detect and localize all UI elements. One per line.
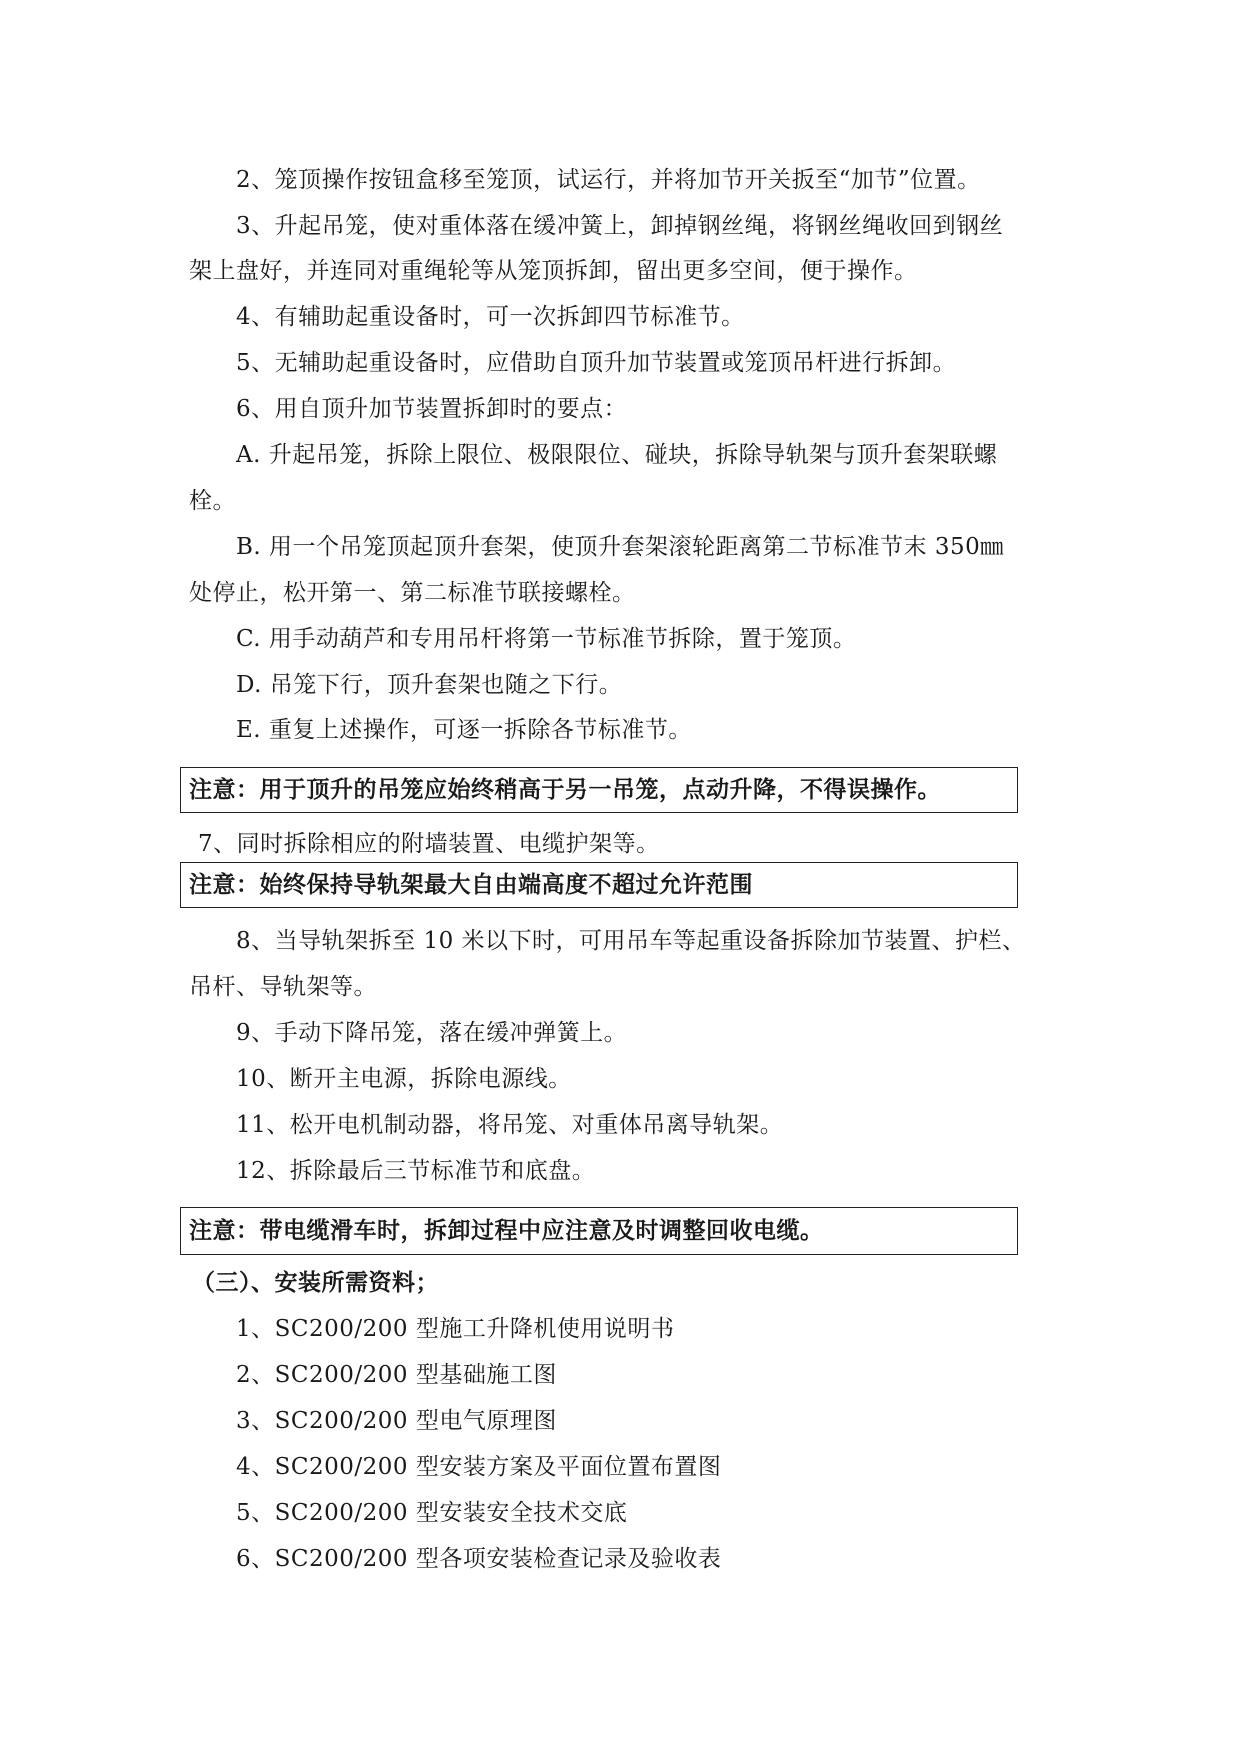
note-text-1: 注意：用于顶升的吊笼应始终稍高于另一吊笼，点动升降，不得误操作。 xyxy=(189,777,941,803)
doc-list-item-4: 4、SC200/200 型安装方案及平面位置布置图 xyxy=(236,1454,722,1480)
note-text-3: 注意：带电缆滑车时，拆卸过程中应注意及时调整回收电缆。 xyxy=(189,1218,824,1244)
paragraph-step-6: 6、用自顶升加节装置拆卸时的要点： xyxy=(236,396,628,422)
paragraph-step-4: 4、有辅助起重设备时，可一次拆卸四节标准节。 xyxy=(236,304,745,330)
note-box-2 xyxy=(180,862,1018,908)
paragraph-step-12: 12、拆除最后三节标准节和底盘。 xyxy=(236,1158,596,1184)
doc-list-item-3: 3、SC200/200 型电气原理图 xyxy=(236,1408,557,1434)
paragraph-step-3: 3、升起吊笼，使对重体落在缓冲簧上，卸掉钢丝绳，将钢丝绳收回到钢丝 xyxy=(236,213,1004,239)
paragraph-step-7: 7、同时拆除相应的附墙装置、电缆护架等。 xyxy=(198,831,660,857)
note-box-1 xyxy=(180,767,1018,813)
paragraph-step-3-cont: 架上盘好，并连同对重绳轮等从笼顶拆卸，留出更多空间，便于操作。 xyxy=(189,258,918,284)
section-heading: （三）、安装所需资料； xyxy=(192,1270,439,1296)
doc-list-item-2: 2、SC200/200 型基础施工图 xyxy=(236,1362,557,1388)
doc-list-item-6: 6、SC200/200 型各项安装检查记录及验收表 xyxy=(236,1546,722,1572)
paragraph-step-c: C. 用手动葫芦和专用吊杆将第一节标准节拆除，置于笼顶。 xyxy=(236,626,857,652)
paragraph-step-b: B. 用一个吊笼顶起顶升套架，使顶升套架滚轮距离第二节标准节末 350㎜ xyxy=(236,534,1004,560)
doc-list-item-1: 1、SC200/200 型施工升降机使用说明书 xyxy=(236,1316,675,1342)
paragraph-step-a: A. 升起吊笼，拆除上限位、极限限位、碰块，拆除导轨架与顶升套架联螺 xyxy=(236,442,998,468)
paragraph-step-b-cont: 处停止，松开第一、第二标准节联接螺栓。 xyxy=(189,580,636,606)
paragraph-step-9: 9、手动下降吊笼，落在缓冲弹簧上。 xyxy=(236,1020,628,1046)
paragraph-step-a-cont: 栓。 xyxy=(189,488,236,514)
paragraph-step-e: E. 重复上述操作，可逐一拆除各节标准节。 xyxy=(236,717,692,743)
note-box-3 xyxy=(180,1207,1018,1255)
paragraph-step-10: 10、断开主电源，拆除电源线。 xyxy=(236,1066,572,1092)
paragraph-step-5: 5、无辅助起重设备时，应借助自顶升加节装置或笼顶吊杆进行拆卸。 xyxy=(236,350,957,376)
paragraph-step-8-cont: 吊杆、导轨架等。 xyxy=(189,974,377,1000)
note-text-2: 注意：始终保持导轨架最大自由端高度不超过允许范围 xyxy=(189,872,753,898)
paragraph-step-11: 11、松开电机制动器，将吊笼、对重体吊离导轨架。 xyxy=(236,1112,784,1138)
doc-list-item-5: 5、SC200/200 型安装安全技术交底 xyxy=(236,1500,628,1526)
paragraph-step-2: 2、笼顶操作按钮盒移至笼顶，试运行，并将加节开关扳至“加节”位置。 xyxy=(236,167,981,193)
paragraph-step-d: D. 吊笼下行，顶升套架也随之下行。 xyxy=(236,672,623,698)
paragraph-step-8: 8、当导轨架拆至 10 米以下时，可用吊车等起重设备拆除加节装置、护栏、 xyxy=(236,928,1026,954)
